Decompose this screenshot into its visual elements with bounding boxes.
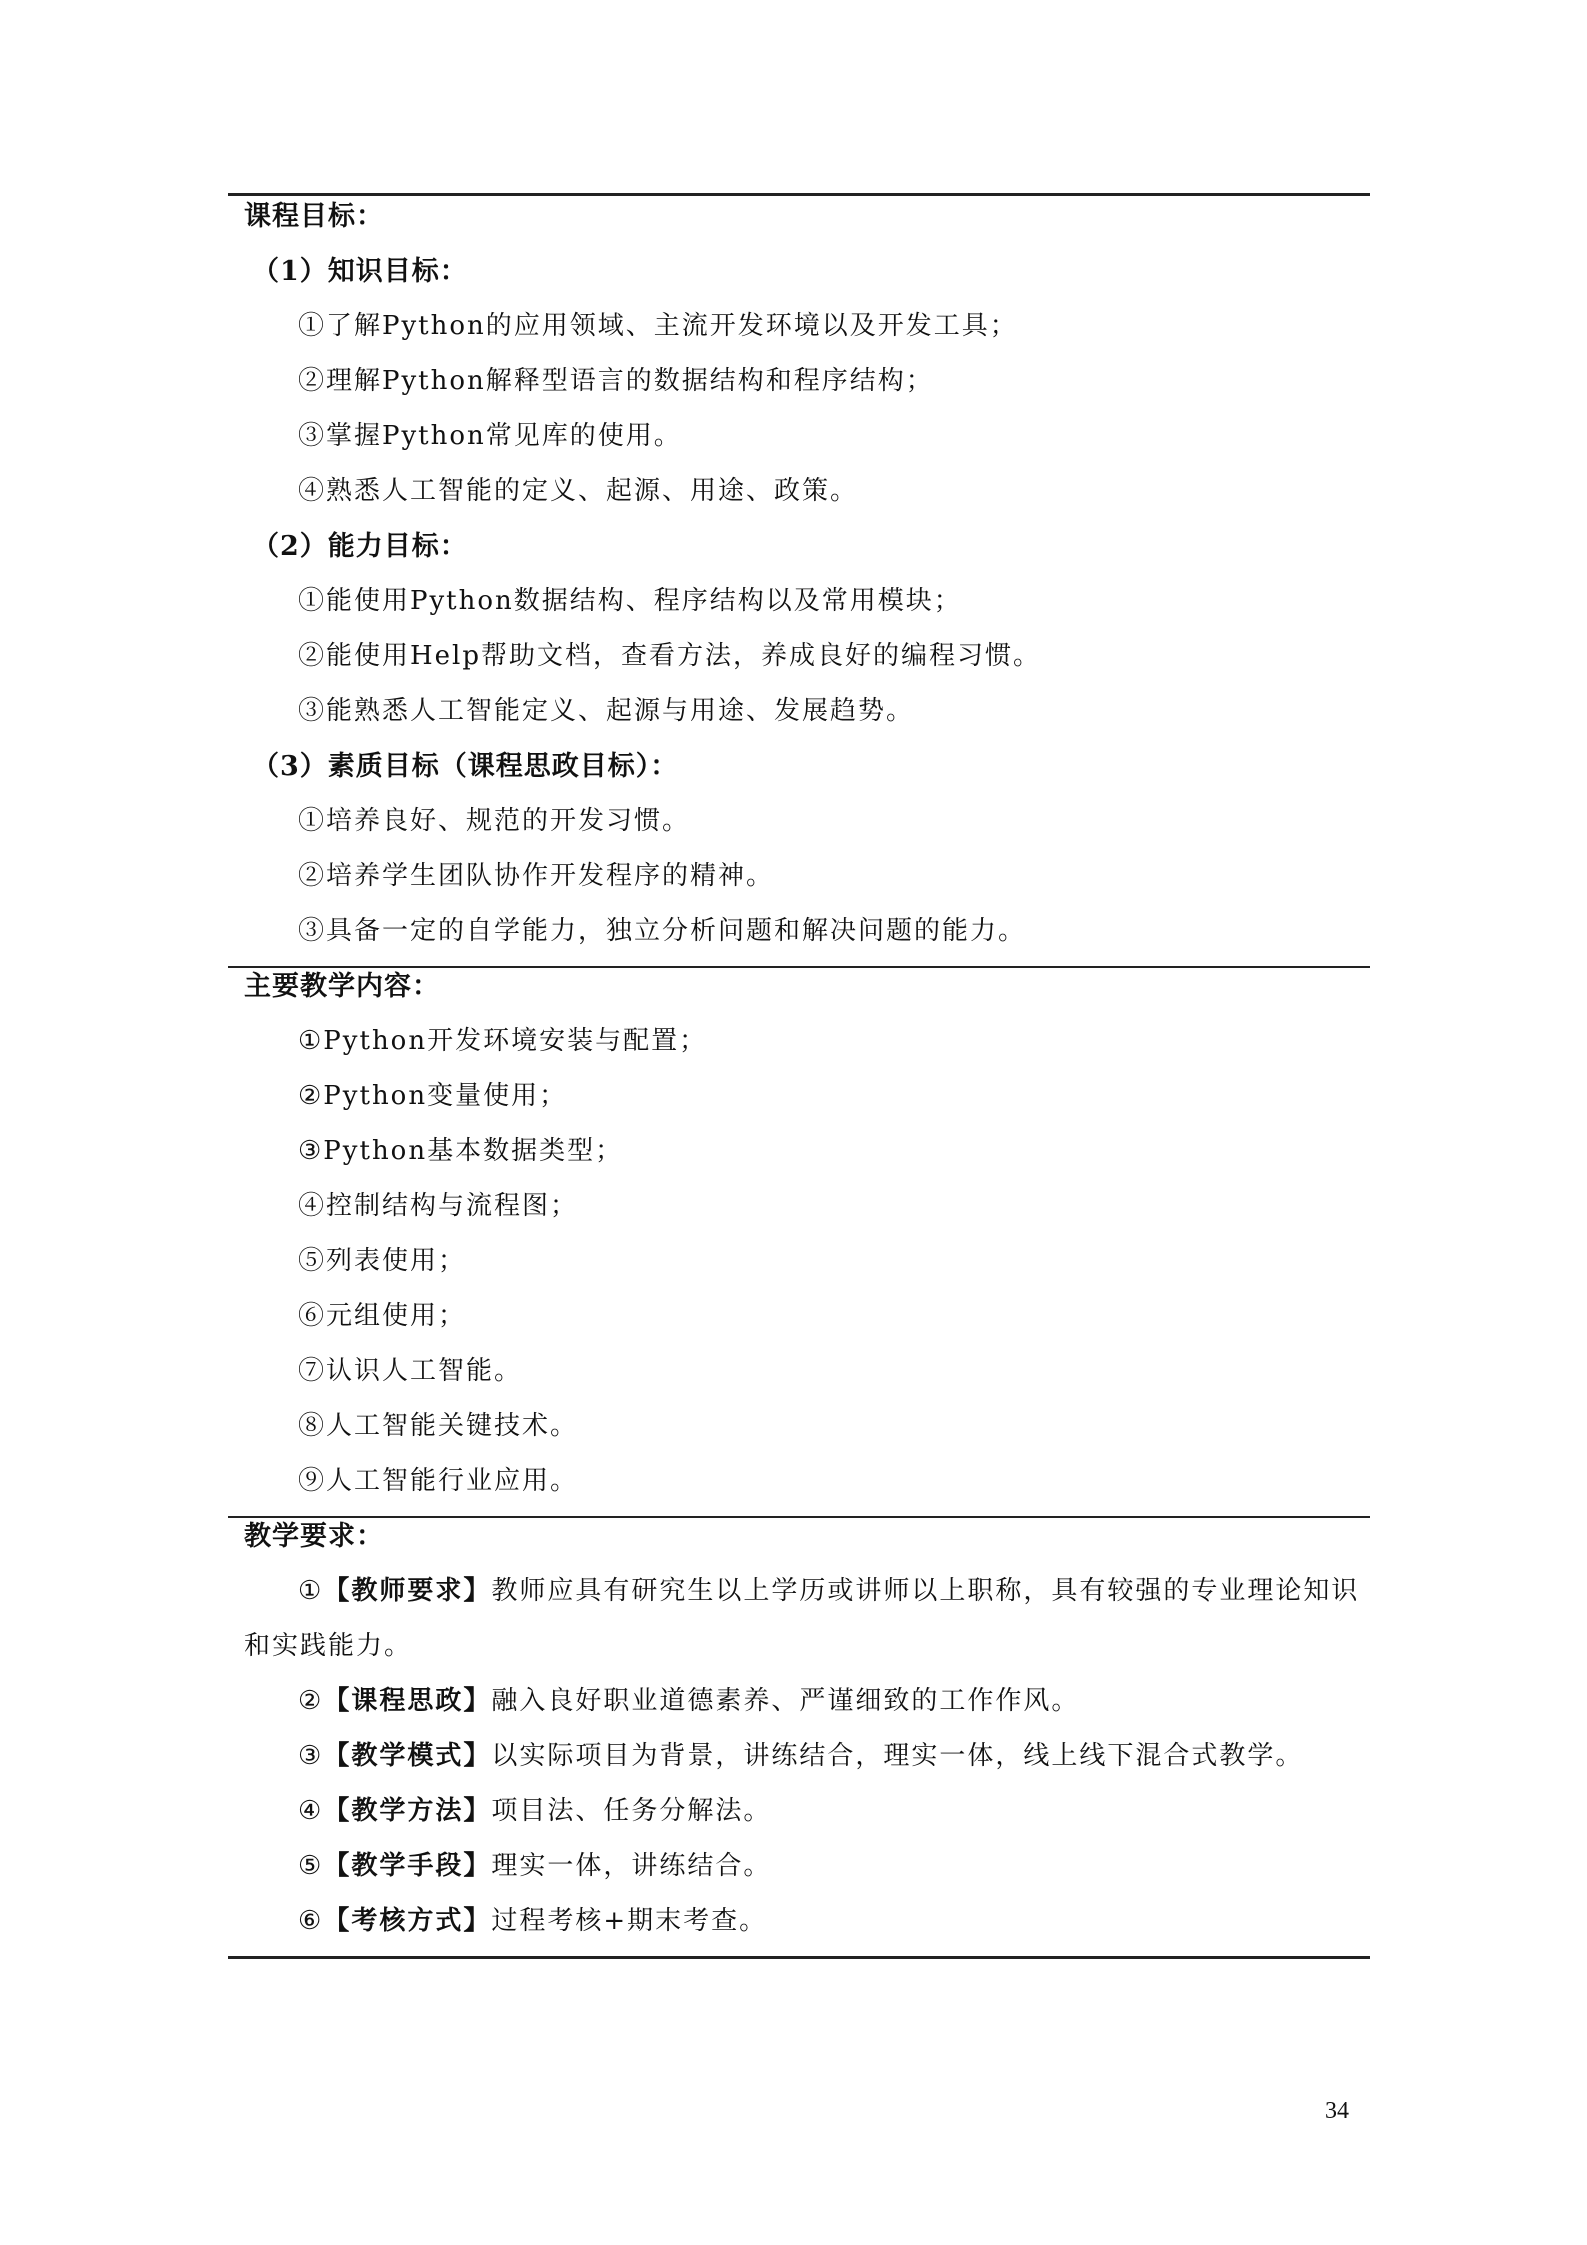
knowledge-goals-heading: （1）知识目标： bbox=[252, 256, 468, 287]
main-content-section bbox=[228, 959, 1370, 1509]
requirement-text: 教师应具有研究生以上学历或讲师以上职称，具有较强的专业理论知识和实践能力。 bbox=[244, 1576, 1360, 1661]
quality-item: ①培养良好、规范的开发习惯。 bbox=[298, 806, 691, 836]
requirement-text: 以实际项目为背景，讲练结合，理实一体，线上线下混合式教学。 bbox=[491, 1741, 1304, 1771]
quality-item: ③具备一定的自学能力，独立分析问题和解决问题的能力。 bbox=[298, 916, 1027, 946]
requirement-text: 项目法、任务分解法。 bbox=[491, 1796, 772, 1826]
content-item: ⑥元组使用； bbox=[298, 1301, 467, 1331]
table-bottom-border bbox=[228, 1956, 1370, 1959]
content-item: ⑦认识人工智能。 bbox=[298, 1356, 523, 1386]
page-number: 34 bbox=[1325, 2098, 1349, 2124]
ability-item: ③能熟悉人工智能定义、起源与用途、发展趋势。 bbox=[298, 696, 915, 726]
requirement-item bbox=[228, 1839, 1370, 1894]
main-content-heading: 主要教学内容： bbox=[244, 971, 440, 1002]
requirement-item bbox=[228, 1894, 1370, 1949]
requirement-tag: 【教学模式】 bbox=[323, 1741, 492, 1771]
requirement-text: 理实一体，讲练结合。 bbox=[491, 1851, 772, 1881]
requirement-tag: 【考核方式】 bbox=[323, 1906, 492, 1936]
requirement-number: ⑥ bbox=[298, 1906, 324, 1936]
knowledge-item: ②理解Python解释型语言的数据结构和程序结构； bbox=[298, 366, 934, 396]
content-item: ③Python基本数据类型； bbox=[298, 1136, 624, 1166]
requirement-item bbox=[228, 1729, 1370, 1784]
knowledge-item: ①了解Python的应用领域、主流开发环境以及开发工具； bbox=[298, 311, 1018, 341]
knowledge-item: ③掌握Python常见库的使用。 bbox=[298, 421, 682, 451]
content-item: ②Python变量使用； bbox=[298, 1081, 568, 1111]
requirements-heading: 教学要求： bbox=[244, 1521, 384, 1552]
requirement-item bbox=[228, 1674, 1370, 1729]
quality-goals-heading: （3）素质目标（课程思政目标）： bbox=[252, 751, 679, 782]
requirement-tag: 【教学方法】 bbox=[323, 1796, 492, 1826]
requirement-number: ③ bbox=[298, 1741, 324, 1771]
content-item: ④控制结构与流程图； bbox=[298, 1191, 579, 1221]
ability-goals-heading: （2）能力目标： bbox=[252, 531, 468, 562]
quality-item: ②培养学生团队协作开发程序的精神。 bbox=[298, 861, 775, 891]
content-item: ①Python开发环境安装与配置； bbox=[298, 1026, 708, 1056]
requirement-item bbox=[228, 1564, 1370, 1674]
requirement-tag: 【教师要求】 bbox=[323, 1576, 492, 1606]
knowledge-item: ④熟悉人工智能的定义、起源、用途、政策。 bbox=[298, 476, 859, 506]
requirement-tag: 【课程思政】 bbox=[323, 1686, 492, 1716]
ability-item: ②能使用Help帮助文档，查看方法，养成良好的编程习惯。 bbox=[298, 641, 1042, 671]
requirement-number: ④ bbox=[298, 1796, 324, 1826]
requirement-number: ② bbox=[298, 1686, 324, 1716]
requirement-text: 过程考核+期末考查。 bbox=[491, 1906, 768, 1936]
ability-item: ①能使用Python数据结构、程序结构以及常用模块； bbox=[298, 586, 962, 616]
course-goals-section bbox=[228, 189, 1370, 959]
content-item: ⑨人工智能行业应用。 bbox=[298, 1466, 579, 1496]
content-item: ⑤列表使用； bbox=[298, 1246, 467, 1276]
requirement-number: ① bbox=[298, 1576, 324, 1606]
requirement-text: 融入良好职业道德素养、严谨细致的工作作风。 bbox=[491, 1686, 1080, 1716]
requirement-number: ⑤ bbox=[298, 1851, 324, 1881]
content-item: ⑧人工智能关键技术。 bbox=[298, 1411, 579, 1441]
requirement-tag: 【教学手段】 bbox=[323, 1851, 492, 1881]
requirement-item bbox=[228, 1784, 1370, 1839]
course-goals-heading: 课程目标： bbox=[244, 201, 384, 232]
requirements-section bbox=[228, 1509, 1370, 1949]
